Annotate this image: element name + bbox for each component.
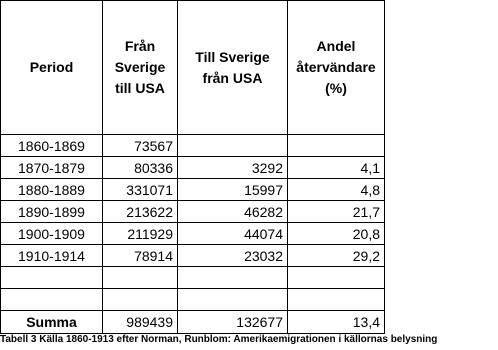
return-share-cell: 20,8 xyxy=(288,223,385,245)
from-sweden-cell: 80336 xyxy=(103,157,178,179)
to-sweden-cell: 46282 xyxy=(178,201,288,223)
empty-cell xyxy=(103,289,178,311)
empty-cell xyxy=(1,267,103,289)
empty-cell xyxy=(288,289,385,311)
from-sweden-cell: 211929 xyxy=(103,223,178,245)
period-cell: 1910-1914 xyxy=(1,245,103,267)
table-row xyxy=(1,223,385,245)
table-row xyxy=(1,245,385,267)
header-period: Period xyxy=(1,1,103,135)
period-cell: 1870-1879 xyxy=(1,157,103,179)
from-sweden-cell: 73567 xyxy=(103,135,178,157)
from-sweden-cell: 213622 xyxy=(103,201,178,223)
empty-cell xyxy=(288,267,385,289)
return-share-cell: 29,2 xyxy=(288,245,385,267)
to-sweden-cell: 44074 xyxy=(178,223,288,245)
header-return-share: Andel återvändare (%) xyxy=(288,1,385,135)
empty-row xyxy=(1,267,385,289)
table-row xyxy=(1,201,385,223)
table-row xyxy=(1,179,385,201)
to-sweden-cell: 3292 xyxy=(178,157,288,179)
summary-label: Summa xyxy=(1,311,103,334)
to-sweden-cell: 15997 xyxy=(178,179,288,201)
to-sweden-cell xyxy=(178,135,288,157)
header-from-sweden: Från Sverige till USA xyxy=(103,1,178,135)
empty-cell xyxy=(178,267,288,289)
return-share-cell xyxy=(288,135,385,157)
period-cell: 1900-1909 xyxy=(1,223,103,245)
period-cell: 1860-1869 xyxy=(1,135,103,157)
to-sweden-cell: 23032 xyxy=(178,245,288,267)
table-caption: Tabell 3 Källa 1860-1913 efter Norman, Runblom: Amerikaemigrationen i källornas belysning xyxy=(0,334,438,345)
return-share-cell: 21,7 xyxy=(288,201,385,223)
header-row xyxy=(1,1,385,135)
table-row xyxy=(1,135,385,157)
summary-row xyxy=(1,311,385,334)
empty-row xyxy=(1,289,385,311)
table-row xyxy=(1,157,385,179)
summary-to-sweden: 132677 xyxy=(178,311,288,334)
empty-cell xyxy=(103,267,178,289)
from-sweden-cell: 78914 xyxy=(103,245,178,267)
empty-cell xyxy=(178,289,288,311)
summary-return-share: 13,4 xyxy=(288,311,385,334)
empty-cell xyxy=(1,289,103,311)
return-share-cell: 4,1 xyxy=(288,157,385,179)
header-to-sweden: Till Sverige från USA xyxy=(178,1,288,135)
period-cell: 1890-1899 xyxy=(1,201,103,223)
return-share-cell: 4,8 xyxy=(288,179,385,201)
period-cell: 1880-1889 xyxy=(1,179,103,201)
summary-from-sweden: 989439 xyxy=(103,311,178,334)
from-sweden-cell: 331071 xyxy=(103,179,178,201)
